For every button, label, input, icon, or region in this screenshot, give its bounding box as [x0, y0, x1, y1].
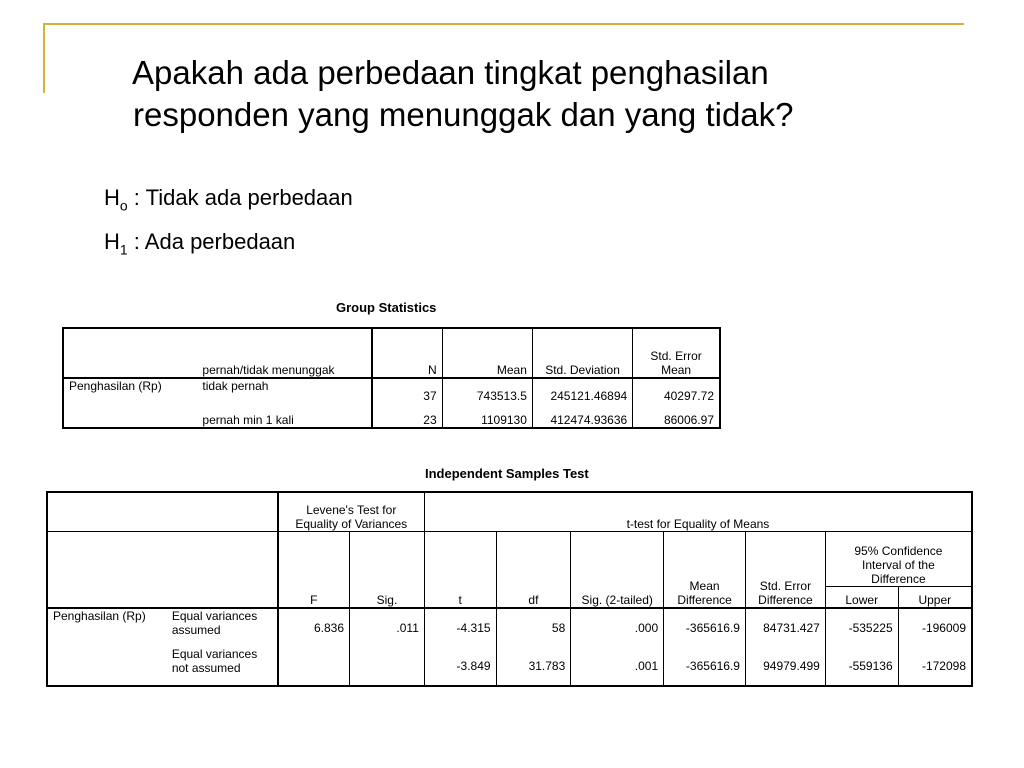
hypothesis-alternative [104, 229, 295, 257]
cell-n: 23 [372, 403, 442, 428]
header-ttest: t-test for Equality of Means [626, 517, 770, 531]
header-levene-line2: Equality of Variances [295, 517, 408, 531]
cell-upper: -172098 [921, 659, 966, 673]
cell-std-error-difference: 84731.427 [745, 608, 825, 647]
header-std-deviation: Std. Deviation [532, 328, 632, 378]
slide-title-line1: Apakah ada perbedaan tingkat penghasilan [132, 54, 769, 91]
slide-title-line2: responden yang menunggak dan yang tidak? [133, 96, 794, 133]
hypothesis-null-symbol: H [104, 185, 120, 210]
cell-sig [350, 647, 425, 686]
hypothesis-null-text: : Tidak ada perbedaan [127, 185, 353, 210]
header-ci-line1: 95% Confidence [854, 544, 943, 558]
header-se-line2: Mean [661, 363, 692, 377]
header-upper: Upper [898, 587, 972, 609]
header-md-line2: Difference [677, 593, 732, 607]
header-std-error-difference [745, 532, 825, 609]
cell-f: 6.836 [278, 608, 350, 647]
cell-upper: -196009 [921, 621, 966, 635]
group-label: pernah min 1 kali [197, 403, 372, 428]
hypothesis-alt-subscript: 1 [119, 241, 128, 258]
header-row-1 [47, 492, 972, 532]
header-df: df [496, 532, 571, 609]
variable-label-blank [47, 647, 167, 686]
header-blank [47, 532, 278, 609]
table-header-row [63, 328, 720, 378]
cell-std-deviation: 412474.93636 [532, 403, 632, 428]
header-sig: Sig. [350, 532, 425, 609]
cell-df: 58 [496, 608, 571, 647]
header-md-line1: Mean [689, 579, 720, 593]
header-mean-difference [664, 532, 746, 609]
cell-std-deviation: 245121.46894 [532, 378, 632, 403]
cell-sig-2-tailed: .001 [571, 647, 664, 686]
independent-samples-table [46, 491, 973, 687]
header-se-line1: Std. Error [650, 349, 702, 363]
header-n: N [372, 328, 442, 378]
cell-t: -4.315 [424, 608, 496, 647]
header-sed-line1: Std. Error [759, 579, 812, 593]
row-label-line2: not assumed [171, 661, 241, 675]
cell-n: 37 [372, 378, 442, 403]
cell-mean: 743513.5 [442, 378, 532, 403]
header-t: t [424, 532, 496, 609]
header-lower: Lower [825, 587, 898, 609]
row-label-line1: Equal variances [171, 647, 258, 661]
cell-lower: -559136 [825, 647, 898, 686]
table-row [47, 608, 972, 647]
header-blank [47, 492, 278, 532]
cell-mean-difference: -365616.9 [664, 647, 746, 686]
header-row-2 [47, 532, 972, 587]
slide-title [100, 52, 980, 136]
row-label-line2: assumed [171, 623, 221, 637]
cell-std-error-mean: 40297.72 [663, 389, 714, 403]
table-row [63, 403, 720, 428]
variable-label-blank [63, 403, 197, 428]
variable-label: Penghasilan (Rp) [69, 379, 162, 393]
header-f: F [278, 532, 350, 609]
hypothesis-alt-text: : Ada perbedaan [127, 229, 296, 254]
cell-sig-2-tailed: .000 [571, 608, 664, 647]
cell-lower: -535225 [825, 608, 898, 647]
header-sig-2-tailed: Sig. (2-tailed) [571, 532, 664, 609]
header-ci-line2: Interval of the [862, 558, 935, 572]
table-row [47, 647, 972, 686]
accent-line-vertical [43, 23, 45, 93]
group-statistics-table [62, 327, 721, 429]
header-mean: Mean [442, 328, 532, 378]
header-sed-line2: Difference [758, 593, 813, 607]
hypothesis-null-subscript: o [119, 197, 128, 214]
cell-std-error-mean: 86006.97 [663, 413, 714, 427]
cell-mean-difference: -365616.9 [664, 608, 746, 647]
row-label [167, 647, 278, 686]
group-statistics-title: Group Statistics [336, 300, 437, 315]
header-ci-line3: Difference [871, 572, 926, 586]
header-confidence-interval [825, 532, 972, 587]
cell-t: -3.849 [424, 647, 496, 686]
cell-mean: 1109130 [442, 403, 532, 428]
header-group: pernah/tidak menunggak [197, 328, 372, 378]
header-std-error-mean [633, 328, 720, 378]
cell-f [278, 647, 350, 686]
cell-std-error-difference: 94979.499 [745, 647, 825, 686]
cell-sig: .011 [350, 608, 425, 647]
cell-df: 31.783 [496, 647, 571, 686]
hypothesis-null [104, 185, 353, 213]
accent-line-horizontal [43, 23, 964, 25]
header-blank [63, 328, 197, 378]
independent-samples-title: Independent Samples Test [425, 466, 589, 481]
table-row [63, 378, 720, 403]
hypothesis-alt-symbol: H [104, 229, 120, 254]
group-label: tidak pernah [197, 378, 372, 403]
row-label [167, 608, 278, 647]
header-levene-line1: Levene's Test for [306, 503, 397, 517]
row-label-line1: Equal variances [171, 609, 258, 623]
variable-label: Penghasilan (Rp) [53, 609, 146, 623]
header-levene [278, 492, 425, 532]
